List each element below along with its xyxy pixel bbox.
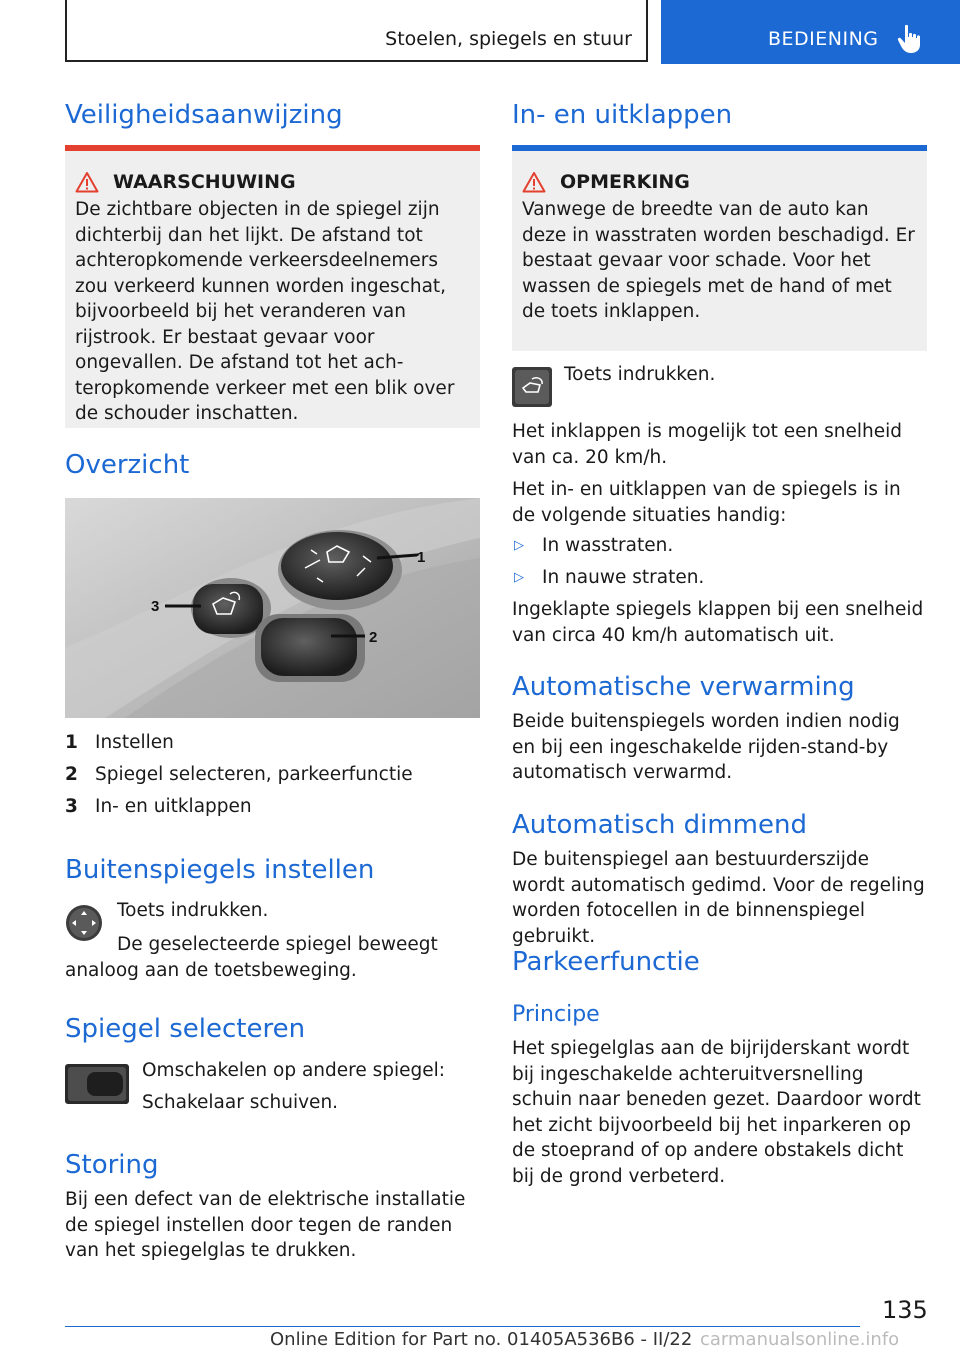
list-item: ▷ In nauwe straten. — [514, 567, 705, 588]
adjust-text: De geselecteerde spiegel beweegt analoog aan de toetsbeweging. — [65, 934, 438, 981]
heading-principle: Principe — [512, 1002, 600, 1027]
overview-legend — [65, 727, 480, 823]
principle-text: Het spiegelglas aan de bijrijderskant wordt bij ingeschakelde achteruitversnelling schuin naar beneden gezet. Daardoor wordt het zicht bijvoorbeeld bij het inparkeren op de stoeprand of op andere obstakels dicht bij de grond verbeterd. — [512, 1038, 921, 1187]
heading-dimming: Automatisch dimmend — [512, 810, 807, 840]
section-title: BEDIENING — [768, 28, 879, 50]
heading-park: Parkeerfunctie — [512, 947, 700, 977]
fold-bullet-list — [512, 530, 927, 594]
heading-fold: In- en uitklappen — [512, 100, 733, 130]
heading-safety: Veiligheidsaanwijzing — [65, 100, 343, 130]
footer-divider — [65, 1326, 860, 1327]
callout-3: 3 — [151, 598, 160, 615]
warning-triangle-icon — [75, 171, 99, 193]
header-chapter-box — [65, 0, 648, 62]
header-section-tab[interactable] — [661, 0, 960, 64]
note-box — [512, 145, 927, 351]
fold-step: Toets indrukken. — [564, 364, 716, 385]
warning-text: De zichtbare objecten in de spiegel zijn dichterbij dan het lijkt. De afstand tot achteropkomende verkeersdeelnemers zou verkeerd kunnen worden ingeschat, bijvoorbeeld bij het veranderen van rijstrook. Er bestaat gevaar voor ongevallen. De afstand tot het achteropkomende verkeer met een blik over de schouder inschatten. — [75, 199, 455, 424]
adjust-step: Toets indrukken. — [117, 900, 269, 921]
note-label: OPMERKING — [560, 171, 690, 193]
fold-button-icon — [512, 367, 552, 407]
heating-text: Beide buitenspiegels worden indien nodig en bij een ingeschakelde rijden-stand-by automatisch verwarmd. — [512, 711, 900, 783]
heading-select: Spiegel selecteren — [65, 1014, 306, 1044]
heading-heating: Automatische verwarming — [512, 672, 855, 702]
chapter-title: Stoelen, spiegels en stuur — [385, 28, 632, 50]
heading-fault: Storing — [65, 1150, 159, 1180]
callout-1: 1 — [417, 549, 426, 566]
warning-label: WAARSCHUWING — [113, 171, 296, 193]
warning-triangle-icon — [522, 171, 546, 193]
fold-paragraph-2: Het in- en uitklappen van de spiegels is in de volgende situaties handig: — [512, 479, 901, 526]
legend-item: 3 In- en uitklappen — [65, 796, 252, 817]
page-number: 135 — [882, 1296, 928, 1324]
legend-item: 2 Spiegel selecteren, parkeerfunctie — [65, 764, 413, 785]
warning-box — [65, 145, 480, 428]
footer-edition: Online Edition for Part no. 01405A536B6 - II/22 — [270, 1329, 693, 1350]
door-panel-illustration — [65, 498, 480, 718]
watermark: carmanualsonline.info — [700, 1329, 900, 1350]
select-step: Omschakelen op andere spiegel: — [142, 1060, 446, 1081]
fold-paragraph-3: Ingeklapte spiegels klappen bij een snelheid van circa 40 km/h automatisch uit. — [512, 599, 924, 646]
heading-overview: Overzicht — [65, 450, 190, 480]
note-text: Vanwege de breedte van de auto kan deze in wasstraten worden beschadigd. Er bestaat gevaar voor schade. Voor het wassen de spiegels met de hand of met de toets inklappen. — [522, 199, 915, 322]
select-step-2: Schakelaar schuiven. — [142, 1092, 339, 1113]
legend-item: 1 Instellen — [65, 732, 174, 753]
hand-pointer-icon — [896, 24, 924, 54]
heading-adjust: Buitenspiegels instellen — [65, 855, 375, 885]
mirror-select-switch-icon — [65, 1064, 129, 1104]
dimming-text: De buitenspiegel aan bestuurderszijde wordt automatisch gedimd. Voor de regeling worden fotocellen in de binnenspiegel gebruikt. — [512, 849, 925, 947]
list-item: ▷ In wasstraten. — [514, 535, 674, 556]
overview-photo — [65, 498, 480, 718]
fold-paragraph-1: Het inklappen is mogelijk tot een snelheid van ca. 20 km/h. — [512, 421, 903, 468]
fault-text: Bij een defect van de elektrische installatie de spiegel instellen door tegen de randen van het spiegelglas te drukken. — [65, 1189, 466, 1261]
callout-2: 2 — [369, 629, 378, 646]
